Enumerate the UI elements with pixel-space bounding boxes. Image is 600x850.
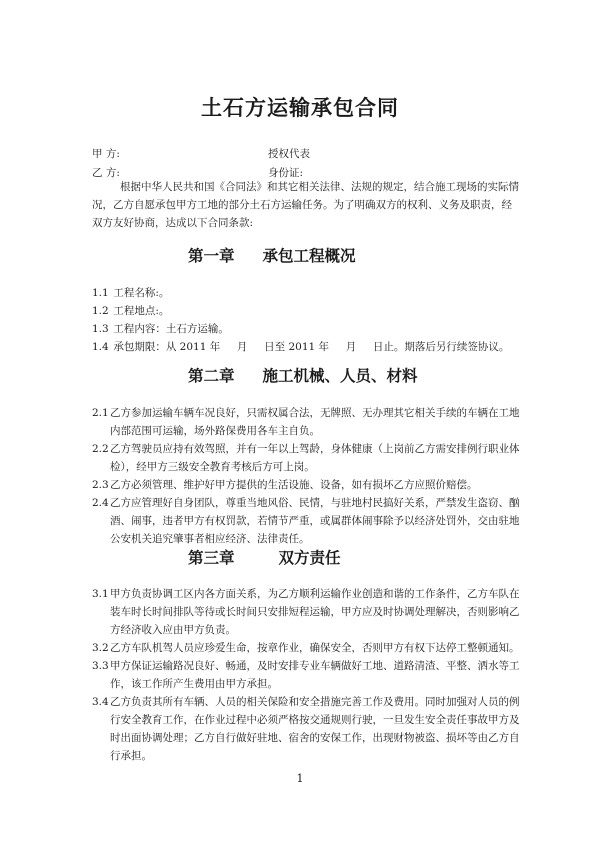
item-3-1: [92, 585, 522, 639]
item-2-2: [92, 440, 522, 476]
item-text: 甲方负责协调工区内各方面关系，为乙方顺利运输作业创造和谐的工作条件，乙方车队在装车时长时间排队等待或长时间只安排短程运输，甲方应及时协调处理解决，否则影响乙方经济收入应由甲方负责。: [110, 588, 520, 636]
item-text: 乙方车队机驾人员应珍爱生命，按章作业，确保安全，否则甲方有权下达停工整顿通知。: [110, 642, 520, 654]
item-2-3: [92, 476, 522, 494]
item-3-3: [92, 657, 522, 693]
item-text: 工程名称:。: [113, 287, 170, 299]
item-2-4: [92, 494, 522, 548]
item-number: 3.3: [92, 660, 109, 672]
chapter-2-number: 第二章: [188, 367, 235, 385]
id-number-label: 身份证:: [268, 167, 304, 179]
item-number: 1.2: [92, 305, 109, 317]
chapter-3-heading: [188, 546, 341, 568]
item-number: 3.4: [92, 696, 109, 708]
item-number: 2.3: [92, 479, 109, 491]
party-b-label: 乙 方:: [92, 167, 120, 179]
item-1-1: [92, 284, 169, 302]
item-text: 承包期限：从 2011 年 月 日至 2011 年 月 日止。期落后另行续签协议。: [113, 341, 510, 353]
chapter-2-title: 施工机械、人员、材料: [262, 367, 418, 385]
chapter-1-title: 承包工程概况: [262, 247, 356, 265]
party-a-label: 甲 方:: [92, 148, 120, 160]
intro-paragraph: 根据中华人民共和国《合同法》和其它相关法律、法规的规定，结合施工现场的实际情况，乙方自愿承包甲方工地的部分土石方运输任务。为了明确双方的权利、义务及职责，经双方友好协商，达成以下合同条款:: [92, 181, 519, 229]
item-number: 2.4: [92, 497, 109, 509]
chapter-2-heading: [188, 364, 418, 386]
chapter-1-heading: [188, 244, 356, 266]
page-title: 土石方运输承包合同: [201, 96, 399, 120]
item-3-4: [92, 693, 522, 765]
item-number: 3.2: [92, 642, 109, 654]
item-number: 3.1: [92, 588, 109, 600]
item-text: 乙方必须管理、维护好甲方提供的生活设施、设备，如有损坏乙方应照价赔偿。: [110, 479, 478, 491]
item-number: 1.4: [92, 341, 109, 353]
item-text: 工程地点:。: [113, 305, 170, 317]
item-1-2: [92, 302, 169, 320]
item-text: 乙方负责其所有车辆、人员的相关保险和安全措施完善工作及费用。同时加强对人员的例行安全教育工作，在作业过程中必须严格按交通规则行驶，一旦发生安全责任事故甲方及时出面协调处理；乙方自行做好驻地、宿舍的安保工作，出现财物被盗、损坏等由乙方自行承担。: [110, 696, 520, 762]
item-number: 2.2: [92, 443, 109, 455]
item-number: 2.1: [92, 407, 109, 419]
item-number: 1.1: [92, 287, 109, 299]
authorized-rep-label: 授权代表: [268, 148, 310, 160]
item-3-2: [92, 639, 522, 657]
item-text: 甲方保证运输路况良好、畅通，及时安排专业车辆做好工地、道路清渣、平整、洒水等工作，该工作所产生费用由甲方承担。: [110, 660, 520, 690]
chapter-1-number: 第一章: [188, 247, 235, 265]
item-2-1: [92, 404, 522, 440]
item-text: 工程内容：土石方运输。: [113, 323, 229, 335]
item-text: 乙方参加运输车辆车况良好，只需权属合法，无牌照、无办理其它相关手续的车辆在工地内部范围可运输，场外路保费用各车主自负。: [110, 407, 520, 437]
chapter-3-number: 第三章: [188, 549, 235, 567]
item-text: 乙方驾驶员应持有效驾照，并有一年以上驾龄，身体健康（上岗前乙方需安排例行职业体检），经甲方三级安全教育考核后方可上岗。: [110, 443, 520, 473]
page-number: 1: [296, 772, 304, 785]
chapter-3-title: 双方责任: [278, 549, 341, 567]
item-number: 1.3: [92, 323, 109, 335]
item-text: 乙方应管理好自身团队，尊重当地风俗、民情，与驻地村民搞好关系，严禁发生盗窃、酗酒、闹事，违者甲方有权罚款，若情节严重，或属群体闹事除予以经济处罚外，交由驻地公安机关追究肇事者相应经济、法律责任。: [110, 497, 520, 545]
item-1-3: [92, 320, 229, 338]
item-1-4: [92, 338, 509, 356]
